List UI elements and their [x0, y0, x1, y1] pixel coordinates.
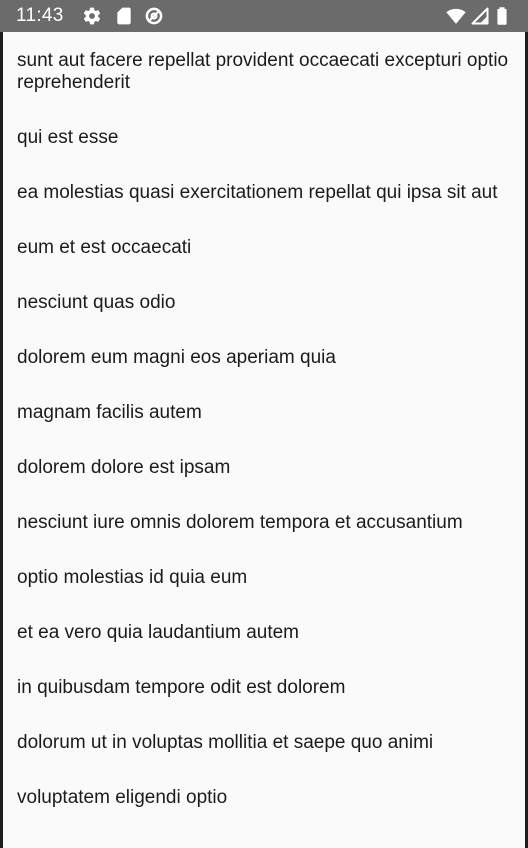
- sd-card-icon: [114, 6, 134, 26]
- list-item[interactable]: dolorum ut in voluptas mollitia et saepe quo animi: [17, 732, 434, 753]
- list-item[interactable]: nesciunt quas odio: [17, 292, 176, 313]
- cell-signal-icon: [470, 6, 490, 26]
- post-list: [3, 32, 525, 824]
- status-time: 11:43: [16, 5, 64, 26]
- app-screen: [3, 32, 525, 848]
- list-item[interactable]: in quibusdam tempore odit est dolorem: [17, 677, 346, 698]
- wifi-icon: [446, 6, 466, 26]
- list-item[interactable]: sunt aut facere repellat provident occaecati excepturi optio reprehenderit: [17, 50, 509, 93]
- list-item[interactable]: dolorem eum magni eos aperiam quia: [17, 347, 336, 368]
- status-bar: [0, 0, 528, 32]
- list-item[interactable]: et ea vero quia laudantium autem: [17, 622, 300, 643]
- list-item[interactable]: ea molestias quasi exercitationem repellat qui ipsa sit aut: [17, 182, 498, 203]
- battery-icon: [492, 6, 512, 26]
- list-item[interactable]: eum et est occaecati: [17, 237, 192, 258]
- list-item[interactable]: qui est esse: [17, 127, 119, 148]
- list-item[interactable]: dolorem dolore est ipsam: [17, 457, 231, 478]
- list-item[interactable]: optio molestias id quia eum: [17, 567, 248, 588]
- data-saver-icon: [144, 6, 164, 26]
- list-item[interactable]: nesciunt iure omnis dolorem tempora et accusantium: [17, 512, 463, 533]
- list-item[interactable]: voluptatem eligendi optio: [17, 787, 228, 808]
- gear-icon: [82, 6, 102, 26]
- list-item[interactable]: magnam facilis autem: [17, 402, 202, 423]
